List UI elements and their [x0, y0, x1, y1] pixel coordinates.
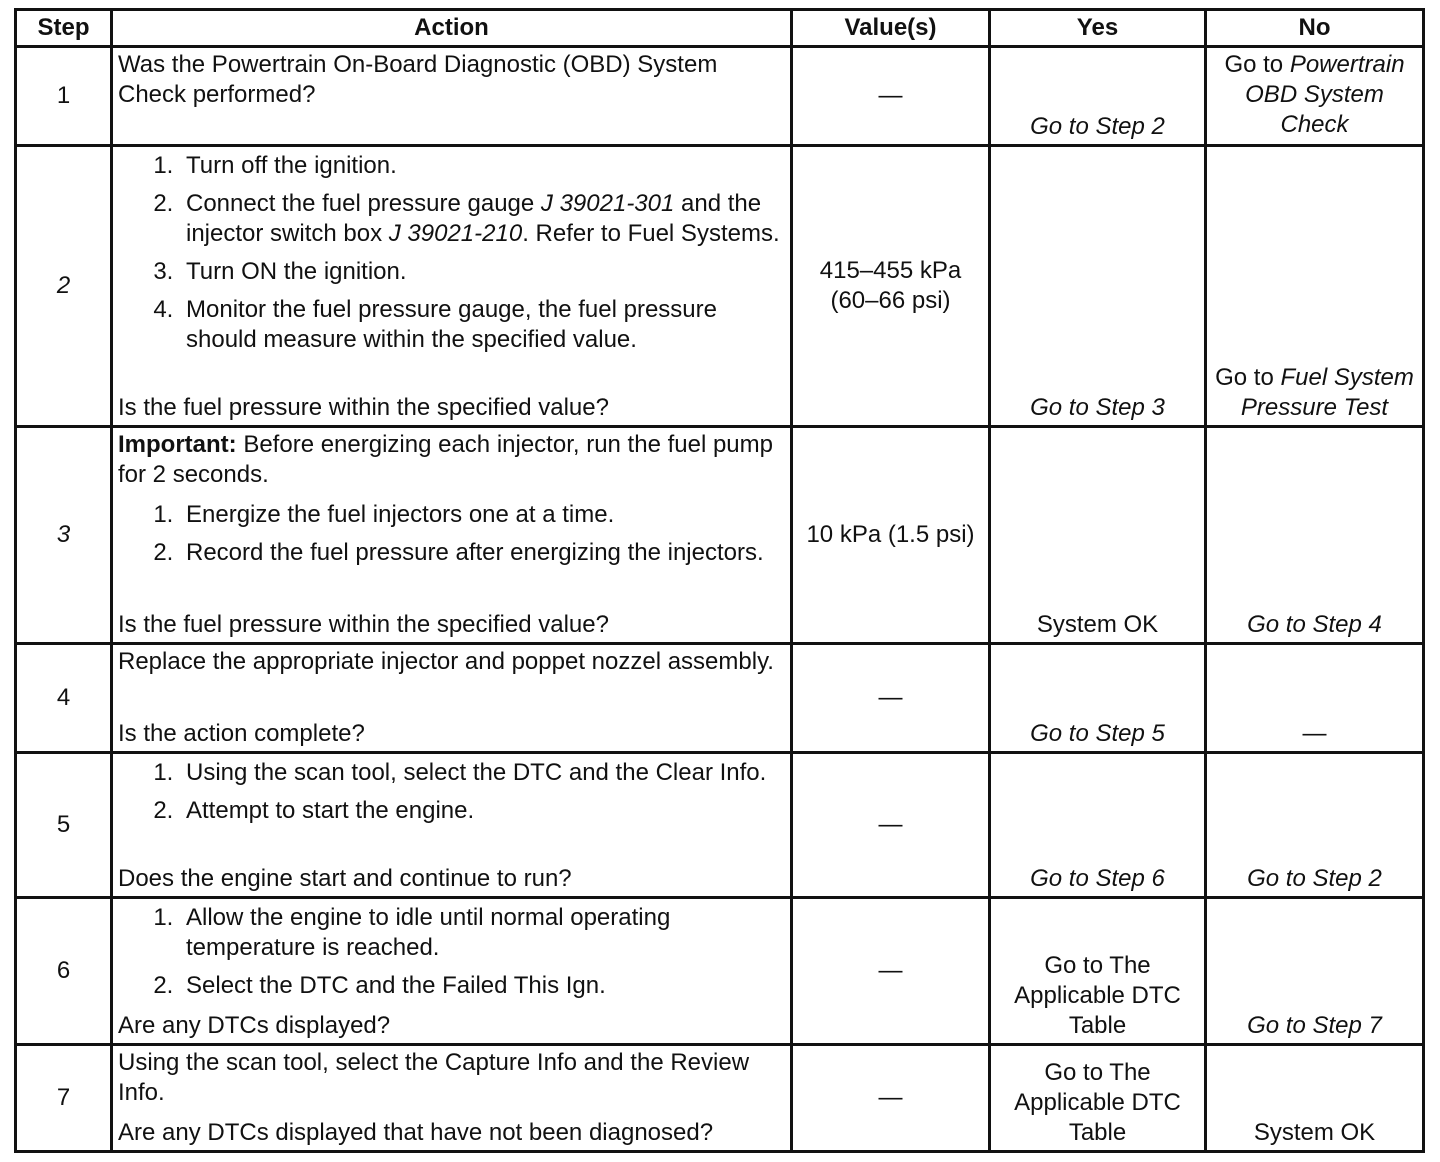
no-cell	[1206, 753, 1424, 898]
header-values: Value(s)	[792, 10, 990, 47]
value-cell: 10 kPa (1.5 psi)	[792, 427, 990, 644]
no-text: Go to Step 4	[1247, 611, 1382, 638]
yes-cell	[990, 146, 1206, 427]
list-item	[180, 189, 785, 249]
diagnostic-table	[14, 8, 1425, 1153]
header-row	[16, 10, 1424, 47]
action-cell	[112, 753, 792, 898]
action-cell	[112, 644, 792, 753]
important-text: Before energizing each injector, run the fuel pump for 2 seconds.	[118, 431, 773, 488]
value-cell	[792, 146, 990, 427]
action-cell	[112, 1045, 792, 1152]
yes-cell: System OK	[990, 427, 1206, 644]
step-number: 1	[16, 47, 112, 146]
list-item: 4. Monitor the fuel pressure gauge, the fuel pressure should measure within the specified value.	[180, 295, 785, 355]
yes-cell	[990, 644, 1206, 753]
step-number: 4	[16, 644, 112, 753]
no-text: Go to Step 7	[1247, 1012, 1382, 1039]
value-cell: —	[792, 644, 990, 753]
tool-number: J 39021-210	[388, 220, 523, 247]
table-row	[16, 427, 1424, 644]
value-cell: —	[792, 1045, 990, 1152]
list-item: 3. Turn ON the ignition.	[180, 257, 785, 287]
yes-cell: Go to The Applicable DTC Table	[990, 1045, 1206, 1152]
no-prefix: Go to	[1215, 364, 1274, 391]
question-text: Is the fuel pressure within the specified value?	[118, 394, 609, 421]
no-cell	[1206, 898, 1424, 1045]
action-cell	[112, 146, 792, 427]
question-text: Are any DTCs displayed?	[118, 1012, 391, 1039]
yes-text: Go to Step 2	[1030, 113, 1165, 140]
table-row	[16, 898, 1424, 1045]
no-text: Go to Step 2	[1247, 865, 1382, 892]
question-text: Are any DTCs displayed that have not been diagnosed?	[118, 1119, 714, 1146]
table-row	[16, 644, 1424, 753]
action-list	[118, 149, 785, 355]
yes-text: Go to Step 6	[1030, 865, 1165, 892]
question-text: Is the action complete?	[118, 720, 365, 747]
list-item: 1. Energize the fuel injectors one at a time.	[180, 500, 785, 530]
list-item-text: . Refer to Fuel Systems.	[522, 220, 780, 247]
value-cell: —	[792, 898, 990, 1045]
step-number: 5	[16, 753, 112, 898]
list-item: 2. Record the fuel pressure after energizing the injectors.	[180, 538, 785, 568]
value-cell: —	[792, 753, 990, 898]
action-text: Replace the appropriate injector and poppet nozzel assembly.	[118, 648, 774, 675]
no-cell	[1206, 47, 1424, 146]
list-item: 1. Turn off the ignition.	[180, 151, 785, 181]
table-row	[16, 146, 1424, 427]
action-cell	[112, 47, 792, 146]
table-row	[16, 1045, 1424, 1152]
step-number: 6	[16, 898, 112, 1045]
no-cell	[1206, 146, 1424, 427]
header-step: Step	[16, 10, 112, 47]
no-cell	[1206, 427, 1424, 644]
header-action: Action	[112, 10, 792, 47]
no-cell: —	[1206, 644, 1424, 753]
action-text: Was the Powertrain On-Board Diagnostic (OBD) System Check performed?	[118, 51, 718, 108]
list-item: 1. Using the scan tool, select the DTC and the Clear Info.	[180, 758, 785, 788]
yes-text: Go to Step 3	[1030, 394, 1165, 421]
header-no: No	[1206, 10, 1424, 47]
question-text: Does the engine start and continue to run?	[118, 865, 572, 892]
action-list	[118, 500, 785, 568]
action-text: Using the scan tool, select the Capture Info and the Review Info.	[118, 1049, 750, 1106]
yes-cell: Go to The Applicable DTC Table	[990, 898, 1206, 1045]
header-yes: Yes	[990, 10, 1206, 47]
table-row	[16, 47, 1424, 146]
yes-cell	[990, 753, 1206, 898]
tool-number: J 39021-301	[540, 190, 675, 217]
no-cell: System OK	[1206, 1045, 1424, 1152]
list-item-text: and the injector switch box	[186, 190, 762, 247]
action-list	[118, 756, 785, 826]
yes-text: Go to Step 5	[1030, 720, 1165, 747]
list-item: 2. Attempt to start the engine.	[180, 796, 785, 826]
no-reference: Powertrain OBD System Check	[1245, 51, 1405, 138]
value-line: 415–455 kPa	[819, 257, 962, 284]
table-row	[16, 753, 1424, 898]
action-cell	[112, 898, 792, 1045]
step-number: 2	[16, 146, 112, 427]
list-item-text: Connect the fuel pressure gauge	[186, 190, 535, 217]
no-prefix: Go to	[1224, 51, 1284, 78]
step-number: 7	[16, 1045, 112, 1152]
action-cell	[112, 427, 792, 644]
yes-cell	[990, 47, 1206, 146]
important-label: Important:	[118, 431, 237, 458]
value-cell: —	[792, 47, 990, 146]
question-text: Is the fuel pressure within the specified value?	[118, 611, 609, 638]
step-number: 3	[16, 427, 112, 644]
action-list	[118, 901, 785, 1001]
value-line: (60–66 psi)	[830, 287, 951, 314]
important-note	[118, 430, 785, 490]
list-item: 1. Allow the engine to idle until normal operating temperature is reached.	[180, 903, 785, 963]
list-item: 2. Select the DTC and the Failed This Ign.	[180, 971, 785, 1001]
no-reference: Fuel System Pressure Test	[1240, 364, 1414, 421]
